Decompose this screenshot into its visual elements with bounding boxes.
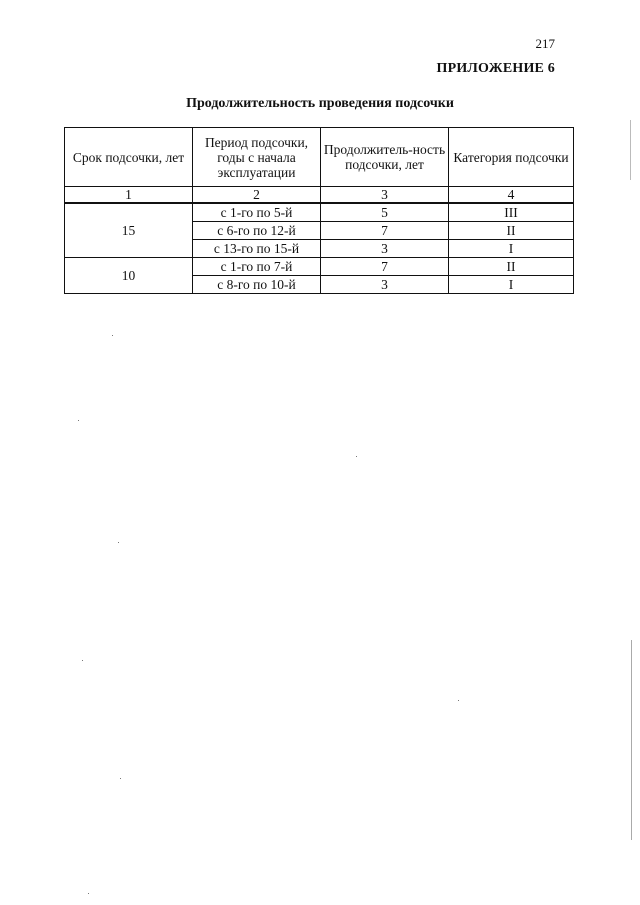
category-cell: I: [449, 240, 574, 258]
period-cell: с 1-го по 7-й: [193, 258, 321, 276]
header-period: Период подсочки, годы с начала эксплуатации: [193, 128, 321, 187]
page-number: 217: [535, 36, 555, 51]
column-numbering-row: [65, 187, 574, 204]
scan-speck: [120, 778, 121, 779]
header-duration: Продолжитель-ность подсочки, лет: [321, 128, 449, 187]
period-cell: с 13-го по 15-й: [193, 240, 321, 258]
column-number: 3: [321, 187, 449, 204]
category-cell: III: [449, 203, 574, 222]
scan-speck: [88, 893, 89, 894]
table-title: Продолжительность проведения подсочки: [186, 96, 454, 111]
scan-speck: [118, 542, 119, 543]
term-cell: 10: [65, 258, 193, 294]
period-cell: с 1-го по 5-й: [193, 203, 321, 222]
duration-cell: 7: [321, 222, 449, 240]
duration-cell: 3: [321, 240, 449, 258]
period-cell: с 6-го по 12-й: [193, 222, 321, 240]
scan-speck: [82, 660, 83, 661]
table-row: [65, 203, 574, 222]
column-number: 1: [65, 187, 193, 204]
duration-cell: 3: [321, 276, 449, 294]
column-number: 2: [193, 187, 321, 204]
table-row: [65, 258, 574, 276]
scan-speck: [458, 700, 459, 701]
term-cell: 15: [65, 203, 193, 258]
scan-speck: [630, 120, 631, 180]
appendix-title: ПРИЛОЖЕНИЕ 6: [436, 61, 555, 76]
header-term: Срок подсочки, лет: [65, 128, 193, 187]
scan-speck: [356, 456, 357, 457]
header-category: Категория подсочки: [449, 128, 574, 187]
category-cell: II: [449, 258, 574, 276]
header-row: [65, 128, 574, 187]
category-cell: I: [449, 276, 574, 294]
scan-speck: [631, 640, 632, 840]
duration-cell: 7: [321, 258, 449, 276]
period-cell: с 8-го по 10-й: [193, 276, 321, 294]
scan-speck: [78, 420, 79, 421]
duration-table: [64, 127, 574, 294]
column-number: 4: [449, 187, 574, 204]
duration-cell: 5: [321, 203, 449, 222]
category-cell: II: [449, 222, 574, 240]
scan-speck: [112, 335, 113, 336]
